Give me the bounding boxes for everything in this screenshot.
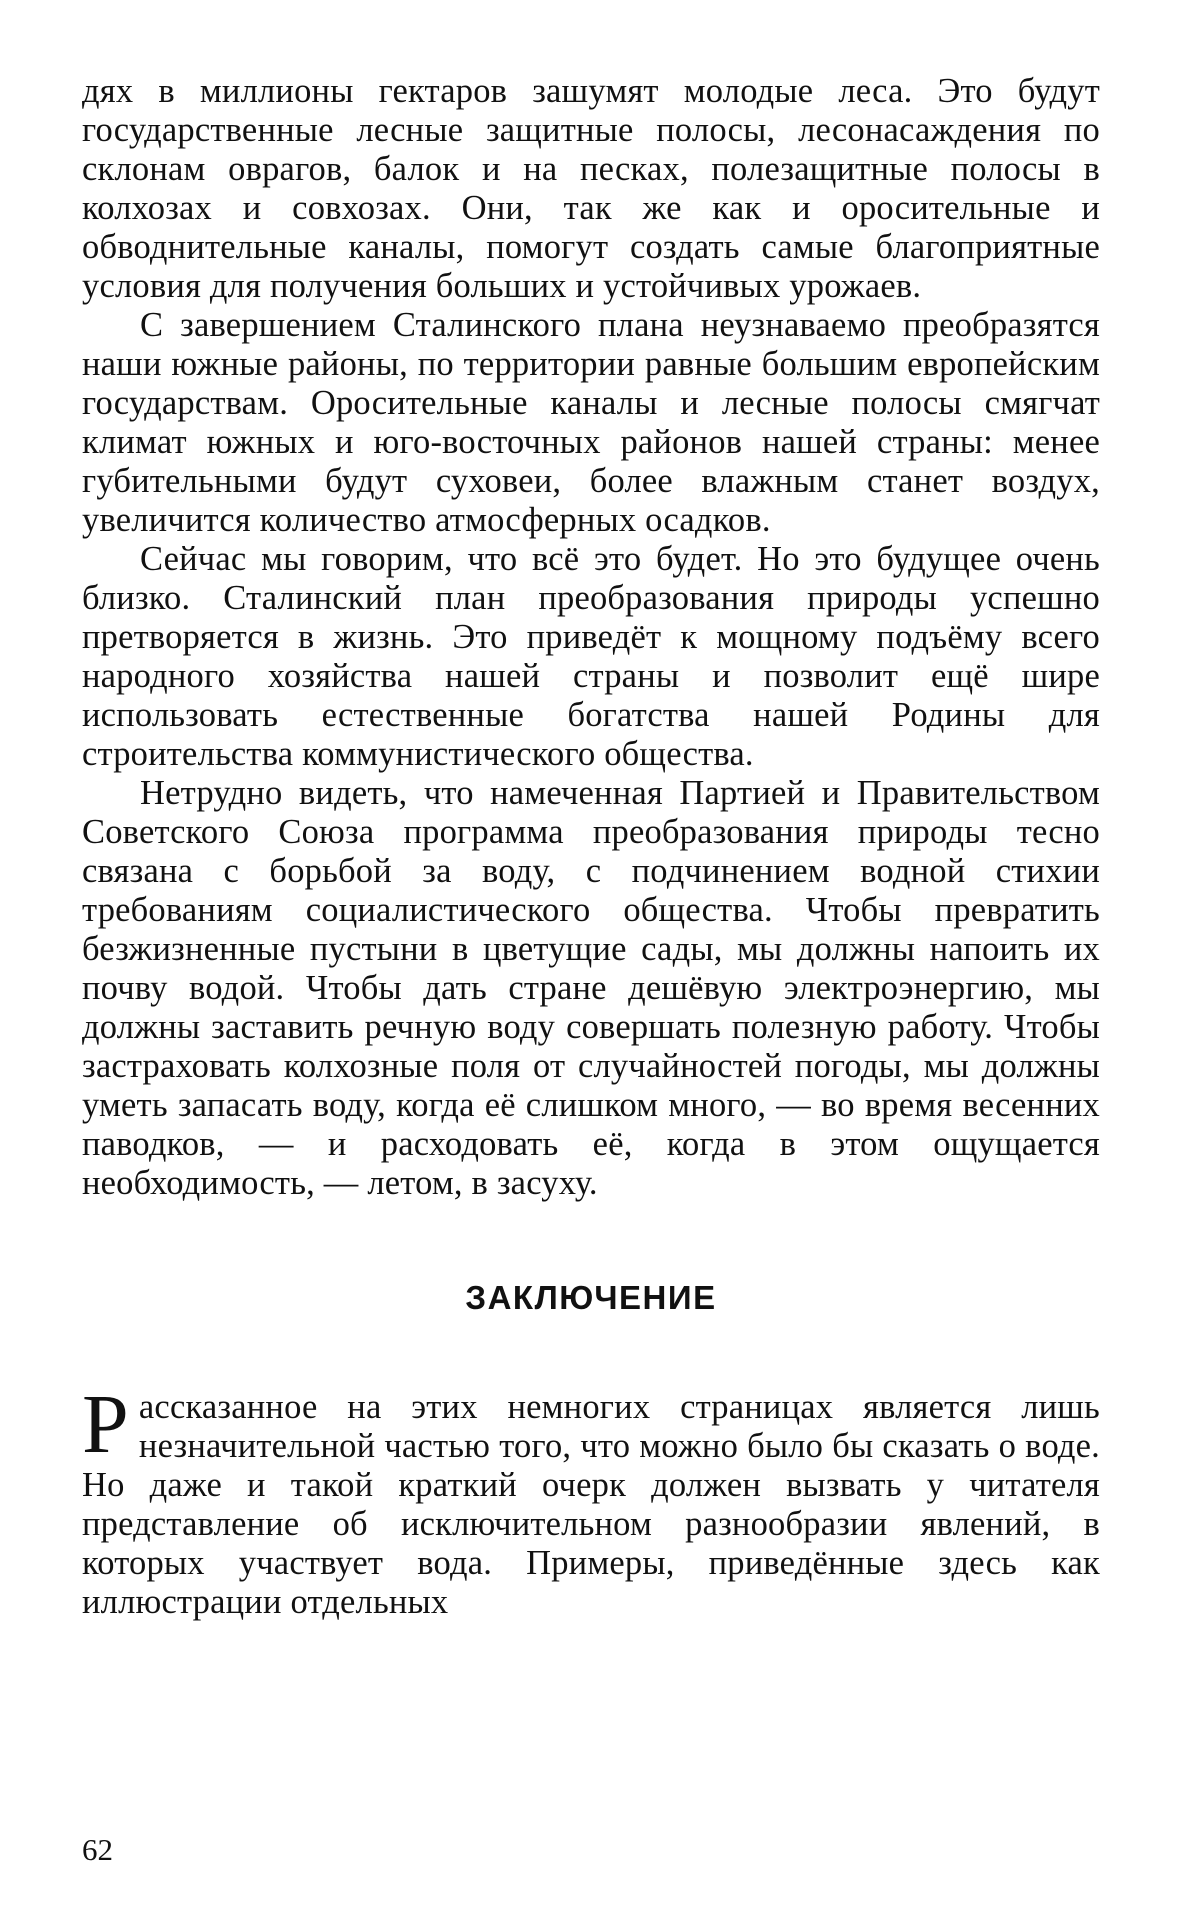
- paragraph-water-struggle: Нетрудно видеть, что намеченная Партией и Правительством Советского Союза программа преобразования природы тесно связана с борьбой за воду, с подчинением водной стихии требованиям социалистического общества. Чтобы превратить безжизненные пустыни в цветущие сады, мы должны напоить их почву водой. Чтобы дать стране дешёвую электроэнергию, мы должны заставить речную воду совершать полезную работу. Чтобы застраховать колхозные поля от случайностей погоды, мы должны уметь запасать воду, когда её слишком много, — во время весенних паводков, — и расходовать её, когда в этом ощущается необходимость, — летом, в засуху.: [82, 774, 1100, 1202]
- section-heading-conclusion: ЗАКЛЮЧЕНИЕ: [465, 1279, 717, 1316]
- conclusion-text: ассказанное на этих немногих страницах является лишь незначительной частью того, что можно было бы сказать о воде. Но даже и такой краткий очерк должен вызвать у читателя представление об исключительном разнообразии явлений, в которых участвует вода. Примеры, приведённые здесь как иллюстрации отдельных: [82, 1388, 1100, 1621]
- paragraph-continuation: дях в миллионы гектаров зашумят молодые леса. Это будут государственные лесные защитные полосы, лесонасаждения по склонам оврагов, балок и на песках, полезащитные полосы в колхозах и совхозах. Они, так же как и оросительные и обводнительные каналы, помогут создать самые благоприятные условия для получения больших и устойчивых урожаев.: [82, 72, 1100, 305]
- paragraph-conclusion: [82, 1378, 1100, 1622]
- page-number: 62: [82, 1832, 113, 1867]
- paragraph-future: Сейчас мы говорим, что всё это будет. Но это будущее очень близко. Сталинский план преобразования природы успешно претворяется в жизнь. Это приведёт к мощному подъёму всего народного хозяйства нашей страны и позволит ещё шире использовать естественные богатства нашей Родины для строительства коммунистического общества.: [82, 540, 1100, 773]
- paragraph-stalin-plan: С завершением Сталинского плана неузнаваемо преобразятся наши южные районы, по территории равные большим европейским государствам. Оросительные каналы и лесные полосы смягчат климат южных и юго-восточных районов нашей страны: менее губительными будут суховеи, более влажным станет воздух, увеличится количество атмосферных осадков.: [82, 306, 1100, 539]
- page-body: [82, 72, 1100, 1622]
- drop-cap-letter: Р: [82, 1378, 129, 1471]
